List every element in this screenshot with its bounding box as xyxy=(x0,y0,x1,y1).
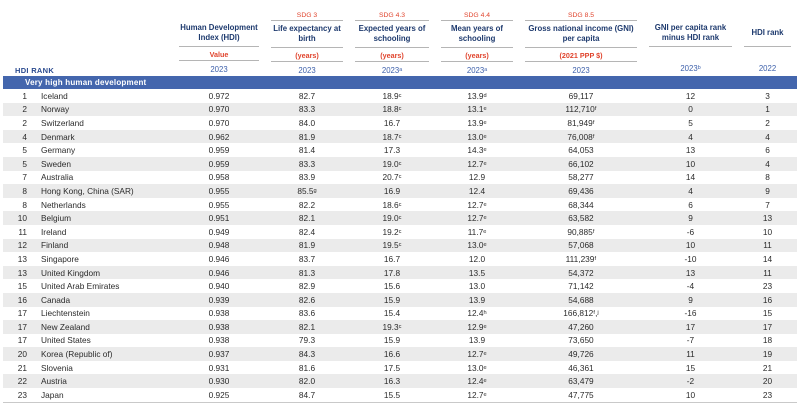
mean-schooling-cell: 12.7ᵉ xyxy=(467,389,487,400)
country-cell: Sweden xyxy=(41,158,71,169)
hdi-value-cell: 0.951 xyxy=(208,213,230,224)
life-expectancy-cell: 82.9 xyxy=(298,281,316,292)
hdi-value-cell: 0.938 xyxy=(208,321,230,332)
mean-schooling-cell: 13.9ᵉ xyxy=(467,117,487,128)
mean-schooling-cell: 12.7ᵉ xyxy=(467,349,487,360)
hdi-value-cell: 0.949 xyxy=(208,226,230,237)
gni-rank-minus-hdi-cell: -10 xyxy=(684,253,697,264)
life-expectancy-cell: 83.9 xyxy=(298,172,316,183)
country-cell: Netherlands xyxy=(41,199,86,210)
hdi-rank-2022-cell: 18 xyxy=(762,335,773,346)
country-cell: Hong Kong, China (SAR) xyxy=(41,185,134,196)
expected-schooling-cell: 20.7ᶜ xyxy=(382,172,402,183)
life-expectancy-cell: 82.0 xyxy=(298,376,316,387)
column-year: 2023ᵇ xyxy=(680,64,701,73)
table-row xyxy=(3,361,797,375)
hdi-rank-2022-cell: 19 xyxy=(762,349,773,360)
country-cell: Canada xyxy=(41,294,71,305)
column-name: HDI rank xyxy=(744,20,791,47)
gni-rank-minus-hdi-cell: 9 xyxy=(688,294,693,305)
hdi-value-cell: 0.925 xyxy=(208,389,230,400)
rank-cell: 22 xyxy=(17,376,27,387)
expected-schooling-cell: 16.7 xyxy=(383,117,401,128)
hdi-value-cell: 0.959 xyxy=(208,158,230,169)
hdi-rank-2022-cell: 14 xyxy=(762,253,773,264)
expected-schooling-cell: 15.5 xyxy=(383,389,401,400)
rank-cell: 17 xyxy=(17,321,27,332)
expected-schooling-cell: 15.9 xyxy=(383,335,401,346)
column-name: Life expectancy at birth xyxy=(271,21,343,48)
hdi-rank-2022-cell: 1 xyxy=(765,104,770,115)
gni-per-capita-cell: 66,102 xyxy=(568,158,594,169)
hdi-rank-2022-cell: 20 xyxy=(762,376,773,387)
mean-schooling-cell: 13.0ᵉ xyxy=(467,362,487,373)
table-row xyxy=(3,225,797,239)
hdi-value-cell: 0.946 xyxy=(208,267,230,278)
gni-per-capita-cell: 64,053 xyxy=(568,145,594,156)
gni-per-capita-cell: 112,710ᶠ xyxy=(565,104,597,115)
mean-schooling-cell: 12.7ᵉ xyxy=(467,158,487,169)
hdi-rank-label: HDI RANK xyxy=(15,66,55,75)
hdi-rank-2022-cell: 4 xyxy=(765,158,770,169)
gni-per-capita-cell: 54,688 xyxy=(568,294,594,305)
table-row xyxy=(3,320,797,334)
hdi-rank-2022-cell: 11 xyxy=(763,240,772,251)
mean-schooling-cell: 12.4 xyxy=(468,185,486,196)
hdi-value-cell: 0.959 xyxy=(208,145,230,156)
hdi-rank-2022-cell: 6 xyxy=(765,145,770,156)
expected-schooling-cell: 18.8ᶜ xyxy=(382,104,402,115)
gni-rank-minus-hdi-cell: 10 xyxy=(685,240,696,251)
gni-per-capita-cell: 90,885ᶠ xyxy=(567,226,595,237)
mean-schooling-cell: 13.0ᵉ xyxy=(467,240,487,251)
gni-rank-minus-hdi-cell: 6 xyxy=(688,199,693,210)
country-cell: Singapore xyxy=(41,253,79,264)
rank-cell: 21 xyxy=(17,362,27,373)
column-name: Expected years of schooling xyxy=(355,21,429,48)
rank-cell: 8 xyxy=(22,199,27,210)
table-row xyxy=(3,374,797,388)
country-cell: Iceland xyxy=(41,90,68,101)
hdi-value-cell: 0.940 xyxy=(208,281,230,292)
table-row xyxy=(3,157,797,171)
hdi-value-cell: 0.958 xyxy=(208,172,230,183)
rank-cell: 4 xyxy=(22,131,27,142)
column-header-hdi-value xyxy=(173,8,265,76)
rank-cell: 1 xyxy=(22,90,27,101)
expected-schooling-cell: 19.0ᶜ xyxy=(382,213,402,224)
life-expectancy-cell: 83.7 xyxy=(298,253,316,264)
table-row xyxy=(3,184,797,198)
hdi-rank-2022-cell: 10 xyxy=(762,226,773,237)
rank-cell: 5 xyxy=(22,158,27,169)
table-row xyxy=(3,293,797,307)
country-cell: United States xyxy=(41,335,91,346)
expected-schooling-cell: 19.2ᶜ xyxy=(382,226,402,237)
gni-per-capita-cell: 69,117 xyxy=(568,90,594,101)
expected-schooling-cell: 17.5 xyxy=(383,362,401,373)
mean-schooling-cell: 11.7ᵉ xyxy=(467,226,487,237)
hdi-value-cell: 0.939 xyxy=(208,294,230,305)
gni-per-capita-cell: 47,260 xyxy=(568,321,594,332)
hdi-rank-2022-cell: 13 xyxy=(762,213,773,224)
mean-schooling-cell: 13.9ᵈ xyxy=(467,90,487,101)
country-cell: Australia xyxy=(41,172,74,183)
gni-rank-minus-hdi-cell: 11 xyxy=(686,349,695,360)
expected-schooling-cell: 15.9 xyxy=(383,294,401,305)
sdg-label: SDG 4.3 xyxy=(355,8,429,21)
hdi-value-cell: 0.955 xyxy=(208,199,230,210)
country-cell: Liechtenstein xyxy=(41,308,90,319)
country-cell: United Kingdom xyxy=(41,267,101,278)
rank-cell: 2 xyxy=(22,117,27,128)
mean-schooling-cell: 12.4ᵉ xyxy=(467,376,487,387)
hdi-rank-2022-cell: 23 xyxy=(762,389,773,400)
gni-rank-minus-hdi-cell: 10 xyxy=(685,158,696,169)
life-expectancy-cell: 81.9 xyxy=(298,240,316,251)
hdi-value-cell: 0.970 xyxy=(208,117,230,128)
country-cell: Denmark xyxy=(41,131,75,142)
gni-per-capita-cell: 57,068 xyxy=(568,240,594,251)
rank-cell: 20 xyxy=(17,349,27,360)
gni-per-capita-cell: 54,372 xyxy=(568,267,594,278)
column-unit: (years) xyxy=(355,48,429,62)
column-year: 2023ᵃ xyxy=(466,66,488,75)
gni-rank-minus-hdi-cell: -16 xyxy=(684,308,697,319)
hdi-value-cell: 0.962 xyxy=(208,131,230,142)
table-row xyxy=(3,279,797,293)
column-unit xyxy=(744,47,791,60)
gni-per-capita-cell: 46,361 xyxy=(568,362,594,373)
rank-cell: 16 xyxy=(17,294,27,305)
sdg-label xyxy=(179,8,259,20)
table-row xyxy=(3,239,797,253)
life-expectancy-cell: 84.0 xyxy=(298,117,316,128)
country-cell: Japan xyxy=(41,389,64,400)
gni-rank-minus-hdi-cell: -7 xyxy=(686,335,695,346)
table-row xyxy=(3,171,797,185)
expected-schooling-cell: 19.0ᶜ xyxy=(382,158,402,169)
expected-schooling-cell: 19.5ᶜ xyxy=(382,240,402,251)
column-name: Mean years of schooling xyxy=(441,21,513,48)
gni-per-capita-cell: 47,775 xyxy=(568,389,594,400)
table-header xyxy=(3,0,797,76)
hdi-rank-2022-cell: 15 xyxy=(762,308,773,319)
life-expectancy-cell: 82.1 xyxy=(298,213,316,224)
country-cell: Finland xyxy=(41,240,69,251)
expected-schooling-cell: 18.9ᶜ xyxy=(382,90,402,101)
rank-cell: 5 xyxy=(22,145,27,156)
life-expectancy-cell: 83.3 xyxy=(298,158,316,169)
rank-cell: 23 xyxy=(17,389,27,400)
column-year: 2022 xyxy=(758,64,777,73)
life-expectancy-cell: 84.7 xyxy=(298,389,316,400)
gni-rank-minus-hdi-cell: 14 xyxy=(685,172,696,183)
gni-per-capita-cell: 63,479 xyxy=(568,376,594,387)
column-header-expected-schooling xyxy=(349,8,435,76)
life-expectancy-cell: 82.1 xyxy=(298,321,316,332)
column-header-gni-per-capita xyxy=(519,8,643,76)
hdi-rank-2022-cell: 2 xyxy=(765,117,770,128)
gni-rank-minus-hdi-cell: 9 xyxy=(688,213,693,224)
life-expectancy-cell: 81.4 xyxy=(298,145,316,156)
life-expectancy-cell: 83.3 xyxy=(298,104,316,115)
gni-per-capita-cell: 69,436 xyxy=(568,185,594,196)
mean-schooling-cell: 14.3ᵉ xyxy=(467,145,487,156)
column-header-gni-rank-minus-hdi-rank xyxy=(643,8,738,76)
expected-schooling-cell: 17.3 xyxy=(383,145,401,156)
column-unit: (years) xyxy=(441,48,513,62)
rank-cell: 2 xyxy=(22,104,27,115)
country-cell: Austria xyxy=(41,376,67,387)
hdi-value-cell: 0.948 xyxy=(208,240,230,251)
country-cell: Switzerland xyxy=(41,117,84,128)
life-expectancy-cell: 82.7 xyxy=(298,90,316,101)
gni-rank-minus-hdi-cell: 15 xyxy=(685,362,696,373)
life-expectancy-cell: 83.6 xyxy=(298,308,316,319)
gni-rank-minus-hdi-cell: 5 xyxy=(688,117,693,128)
column-header-mean-schooling xyxy=(435,8,519,76)
column-unit: (years) xyxy=(271,48,343,62)
gni-rank-minus-hdi-cell: 4 xyxy=(688,185,693,196)
column-year: 2023 xyxy=(298,66,316,75)
hdi-value-cell: 0.930 xyxy=(208,376,230,387)
gni-per-capita-cell: 111,239ᶠ xyxy=(565,253,597,264)
gni-rank-minus-hdi-cell: -2 xyxy=(686,376,695,387)
rank-cell: 7 xyxy=(22,172,27,183)
mean-schooling-cell: 13.5 xyxy=(468,267,486,278)
mean-schooling-cell: 13.9 xyxy=(468,294,486,305)
rank-cell: 11 xyxy=(18,226,27,237)
life-expectancy-cell: 81.3 xyxy=(298,267,316,278)
gni-per-capita-cell: 63,582 xyxy=(568,213,594,224)
column-year: 2023 xyxy=(210,65,228,74)
table-row xyxy=(3,103,797,117)
gni-per-capita-cell: 73,650 xyxy=(568,335,594,346)
column-unit: Value xyxy=(179,47,259,61)
country-cell: Norway xyxy=(41,104,70,115)
mean-schooling-cell: 12.9 xyxy=(468,172,486,183)
hdi-rank-2022-cell: 16 xyxy=(762,294,773,305)
table-row xyxy=(3,116,797,130)
hdi-value-cell: 0.937 xyxy=(208,349,230,360)
life-expectancy-cell: 82.2 xyxy=(298,199,316,210)
life-expectancy-cell: 81.9 xyxy=(298,131,316,142)
sdg-label xyxy=(744,8,791,20)
column-year: 2023ᵃ xyxy=(381,66,403,75)
gni-per-capita-cell: 58,277 xyxy=(568,172,594,183)
country-cell: Belgium xyxy=(41,213,71,224)
life-expectancy-cell: 85.5ᵍ xyxy=(297,185,317,196)
table-row xyxy=(3,130,797,144)
rank-cell: 13 xyxy=(17,267,27,278)
life-expectancy-cell: 82.4 xyxy=(298,226,316,237)
mean-schooling-cell: 12.0 xyxy=(468,253,486,264)
gni-per-capita-cell: 76,008ᶠ xyxy=(567,131,595,142)
table-row xyxy=(3,198,797,212)
life-expectancy-cell: 84.3 xyxy=(298,349,316,360)
hdi-rank-2022-cell: 11 xyxy=(763,267,772,278)
sdg-label xyxy=(649,8,732,20)
rank-cell: 8 xyxy=(22,185,27,196)
column-year: 2023 xyxy=(572,66,590,75)
hdi-rank-2022-cell: 3 xyxy=(765,90,770,101)
hdi-value-cell: 0.970 xyxy=(208,104,230,115)
expected-schooling-cell: 16.6 xyxy=(383,349,401,360)
expected-schooling-cell: 19.3ᶜ xyxy=(382,321,402,332)
hdi-rank-2022-cell: 21 xyxy=(762,362,773,373)
mean-schooling-cell: 12.7ᵉ xyxy=(467,199,487,210)
expected-schooling-cell: 16.9 xyxy=(383,185,401,196)
expected-schooling-cell: 15.4 xyxy=(383,308,401,319)
hdi-value-cell: 0.955 xyxy=(208,185,230,196)
table-row xyxy=(3,334,797,348)
table-row xyxy=(3,347,797,361)
gni-rank-minus-hdi-cell: 4 xyxy=(688,131,693,142)
table-row xyxy=(3,307,797,321)
country-cell: United Arab Emirates xyxy=(41,281,120,292)
mean-schooling-cell: 13.9 xyxy=(468,335,486,346)
column-name: GNI per capita rank minus HDI rank xyxy=(649,20,732,47)
gni-rank-minus-hdi-cell: 13 xyxy=(685,267,696,278)
country-cell: Germany xyxy=(41,145,76,156)
country-cell: Slovenia xyxy=(41,362,73,373)
expected-schooling-cell: 18.7ᶜ xyxy=(382,131,402,142)
hdi-rank-2022-cell: 17 xyxy=(762,321,773,332)
gni-rank-minus-hdi-cell: 13 xyxy=(685,145,696,156)
table-row xyxy=(3,252,797,266)
country-cell: Ireland xyxy=(41,226,67,237)
column-name: Gross national income (GNI) per capita xyxy=(525,21,637,48)
sdg-label: SDG 3 xyxy=(271,8,343,21)
expected-schooling-cell: 18.6ᶜ xyxy=(382,199,402,210)
hdi-rank-2022-cell: 7 xyxy=(765,199,770,210)
rank-cell: 12 xyxy=(17,240,27,251)
expected-schooling-cell: 16.7 xyxy=(383,253,401,264)
expected-schooling-cell: 15.6 xyxy=(383,281,401,292)
hdi-table xyxy=(3,0,797,403)
sdg-label: SDG 4.4 xyxy=(441,8,513,21)
expected-schooling-cell: 17.8 xyxy=(383,267,401,278)
hdi-value-cell: 0.938 xyxy=(208,335,230,346)
mean-schooling-cell: 13.0 xyxy=(468,281,486,292)
country-cell: Korea (Republic of) xyxy=(41,349,113,360)
gni-per-capita-cell: 71,142 xyxy=(568,281,594,292)
gni-rank-minus-hdi-cell: -6 xyxy=(686,226,695,237)
rank-cell: 17 xyxy=(17,335,27,346)
hdi-rank-2022-cell: 4 xyxy=(765,131,770,142)
gni-per-capita-cell: 81,949ᶠ xyxy=(567,117,595,128)
life-expectancy-cell: 81.6 xyxy=(298,362,316,373)
column-unit xyxy=(649,47,732,60)
mean-schooling-cell: 13.1ᵉ xyxy=(467,104,487,115)
table-body xyxy=(3,89,797,403)
hdi-value-cell: 0.946 xyxy=(208,253,230,264)
gni-per-capita-cell: 166,812ᶠ,ʲ xyxy=(563,308,599,319)
table-row xyxy=(3,266,797,280)
rank-cell: 10 xyxy=(17,213,27,224)
gni-rank-minus-hdi-cell: 17 xyxy=(685,321,696,332)
table-row xyxy=(3,143,797,157)
country-cell: New Zealand xyxy=(41,321,90,332)
table-row xyxy=(3,211,797,225)
mean-schooling-cell: 13.0ᵉ xyxy=(467,131,487,142)
rank-cell: 13 xyxy=(17,253,27,264)
column-header-life-expectancy xyxy=(265,8,349,76)
group-band-very-high-human-development: Very high human development xyxy=(3,76,797,89)
rank-cell: 17 xyxy=(17,308,27,319)
mean-schooling-cell: 12.9ᵉ xyxy=(467,321,487,332)
hdi-value-cell: 0.972 xyxy=(208,90,230,101)
hdi-value-cell: 0.931 xyxy=(208,362,230,373)
gni-rank-minus-hdi-cell: 0 xyxy=(688,104,693,115)
gni-rank-minus-hdi-cell: 10 xyxy=(685,389,696,400)
hdi-rank-2022-cell: 9 xyxy=(765,185,770,196)
mean-schooling-cell: 12.4ʰ xyxy=(467,308,487,319)
mean-schooling-cell: 12.7ᵉ xyxy=(467,213,487,224)
expected-schooling-cell: 16.3 xyxy=(383,376,401,387)
column-unit: (2021 PPP $) xyxy=(525,48,637,62)
sdg-label: SDG 8.5 xyxy=(525,8,637,21)
life-expectancy-cell: 79.3 xyxy=(298,335,316,346)
hdi-rank-2022-cell: 23 xyxy=(762,281,773,292)
hdi-rank-header-cell xyxy=(3,8,173,76)
gni-per-capita-cell: 49,726 xyxy=(568,349,594,360)
rank-cell: 15 xyxy=(17,281,27,292)
gni-per-capita-cell: 68,344 xyxy=(568,199,594,210)
gni-rank-minus-hdi-cell: -4 xyxy=(686,281,695,292)
hdi-value-cell: 0.938 xyxy=(208,308,230,319)
gni-rank-minus-hdi-cell: 12 xyxy=(685,90,696,101)
column-header-hdi-rank-2022 xyxy=(738,8,797,76)
column-name: Human Development Index (HDI) xyxy=(179,20,259,47)
hdi-rank-2022-cell: 8 xyxy=(765,172,770,183)
life-expectancy-cell: 82.6 xyxy=(298,294,316,305)
table-row xyxy=(3,89,797,103)
